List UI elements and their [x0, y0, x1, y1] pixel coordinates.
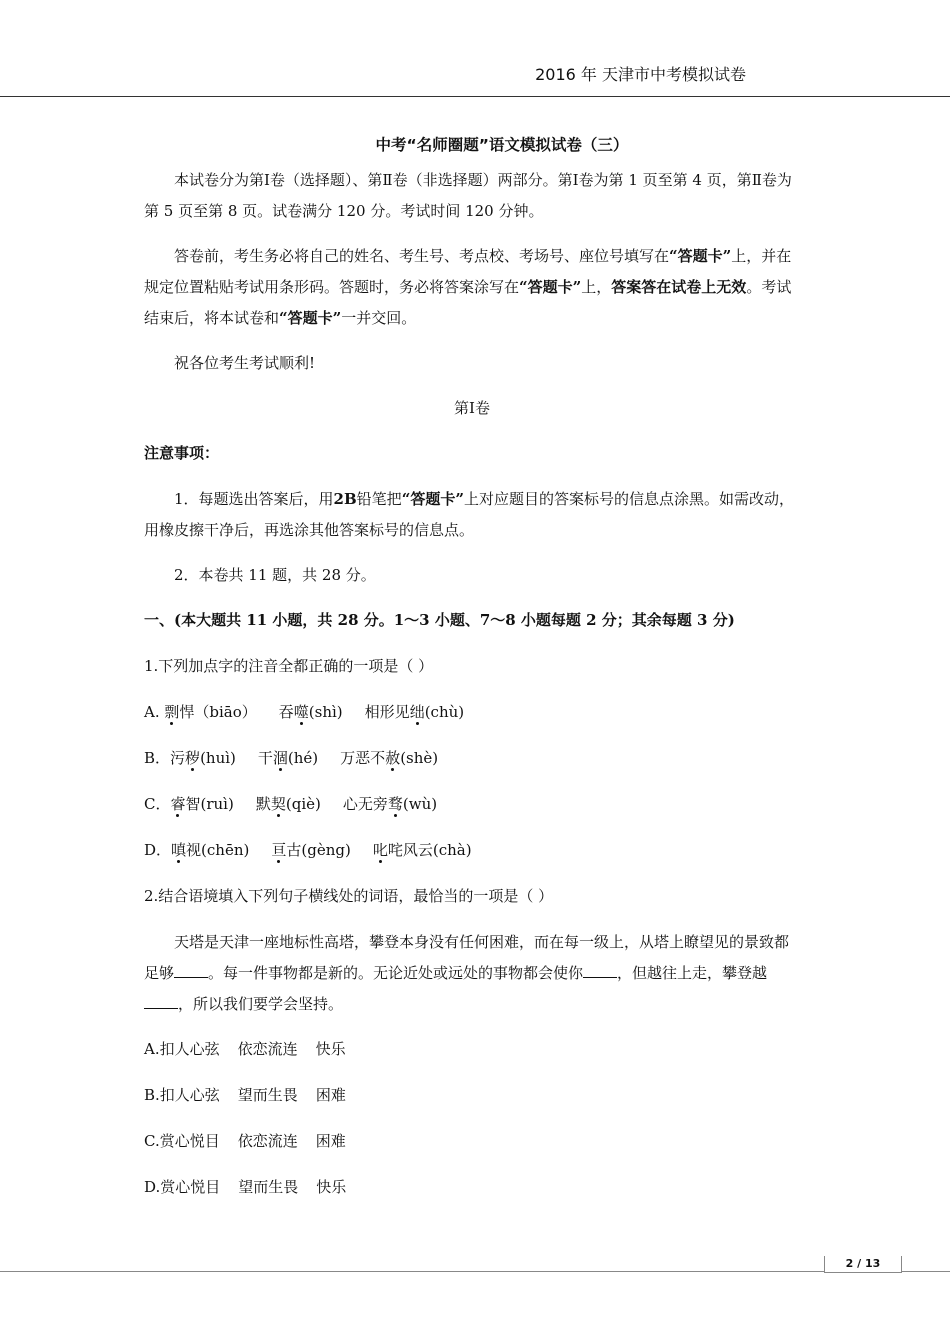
q1-option: [144, 835, 800, 866]
option-text: 智(ruì): [185, 795, 234, 813]
option-text: A.扣人心弦: [144, 1040, 220, 1058]
dotted-char: 嗔: [171, 841, 187, 859]
note-text: 1．每题选出答案后，用: [174, 490, 334, 508]
q1-option: [144, 789, 800, 820]
option-text: 望而生畏: [237, 1086, 298, 1104]
option-text: (wù): [402, 795, 438, 813]
dotted-char: 睿: [170, 795, 186, 813]
header-title: 2016 年 天津市中考模拟试卷: [535, 65, 746, 84]
answer-blank: [144, 992, 178, 1009]
dotted-char: 剽: [164, 703, 180, 721]
option-text: 快乐: [316, 1178, 347, 1196]
option-text: 默: [255, 795, 271, 813]
instructions-paragraph: [144, 241, 800, 334]
option-text: 望而生畏: [238, 1178, 299, 1196]
option-text: 污: [170, 749, 186, 767]
instr-card: “答题卡”: [519, 278, 582, 296]
dotted-char: 骛: [387, 795, 403, 813]
footer-rule: [0, 1271, 950, 1272]
dotted-char: 涸: [272, 749, 288, 767]
q2-option: [144, 1034, 800, 1065]
section-heading: 第Ⅰ卷: [454, 399, 490, 417]
option-label: B．: [144, 749, 171, 767]
note-2: 2．本卷共 11 题，共 28 分。: [174, 566, 376, 584]
dotted-char: 叱: [372, 841, 388, 859]
answer-blank: [174, 961, 208, 978]
option-text: 古(gèng): [286, 841, 351, 859]
notes-title: 注意事项：: [144, 444, 220, 462]
instr-text: 上，并在规定位置粘贴考试用条形码。答题时，务必将答案涂写在: [144, 247, 792, 296]
q1-option: [144, 743, 800, 774]
part-heading: 一、(本大题共 11 小题，共 28 分。1～3 小题、7～8 小题每题 2 分；其余每题 3 分): [144, 611, 735, 629]
question-1: 1.下列加点字的注音全都正确的一项是（ ）: [144, 657, 434, 675]
question-1-options: [144, 697, 800, 866]
answer-blank: [583, 961, 617, 978]
option-text: D.赏心悦目: [144, 1178, 221, 1196]
dotted-char: 噬: [293, 703, 309, 721]
dotted-char: 契: [270, 795, 286, 813]
question-2: 2.结合语境填入下列句子横线处的词语，最恰当的一项是（ ）: [144, 887, 554, 905]
passage-text: ，但越往上走，攀登越: [617, 964, 768, 982]
note-bold: 2B: [333, 490, 357, 508]
document-body: [144, 130, 800, 1218]
option-text: (qiè): [285, 795, 321, 813]
option-text: 相形见: [364, 703, 410, 721]
option-text: 干: [257, 749, 273, 767]
option-text: 吞: [278, 703, 294, 721]
page-number: 2 / 13: [824, 1256, 902, 1273]
passage-text: 天塔是天津一座地标性高塔，攀登本身没有任何困难，而在每一级上，从塔上瞭望见的景致都足够: [144, 933, 790, 982]
q2-option: [144, 1172, 800, 1203]
question-2-passage: [144, 927, 800, 1020]
note-text: 铅笔把: [356, 490, 402, 508]
dotted-char: 秽: [185, 749, 201, 767]
passage-text: ，所以我们要学会坚持。: [178, 995, 344, 1013]
passage-text: 。每一件事物都是新的。无论近处或远处的事物都会使你: [208, 964, 584, 982]
option-text: 困难: [315, 1132, 346, 1150]
option-label: C．: [144, 795, 171, 813]
option-text: 万恶不: [340, 749, 386, 767]
instr-card: “答题卡”: [669, 247, 732, 265]
option-text: (huì): [200, 749, 236, 767]
option-text: 心无旁: [342, 795, 388, 813]
option-text: B.扣人心弦: [144, 1086, 220, 1104]
option-text: C.赏心悦目: [144, 1132, 220, 1150]
instr-card: “答题卡”: [279, 309, 342, 327]
instr-text: 。考试结束后，将本试卷和: [144, 278, 792, 327]
option-text: (chù): [424, 703, 465, 721]
doc-title: 中考“名师圈题”语文模拟试卷（三）: [375, 136, 629, 154]
option-text: 困难: [315, 1086, 346, 1104]
q1-option: [144, 697, 800, 728]
option-text: 视(chēn): [186, 841, 250, 859]
dotted-char: 赦: [385, 749, 401, 767]
instr-bold: 答案答在试卷上无效: [611, 278, 747, 296]
dotted-char: 亘: [271, 841, 287, 859]
option-text: 悍（biāo）: [179, 703, 257, 721]
instr-text: 上，: [581, 278, 612, 296]
q2-option: [144, 1080, 800, 1111]
option-text: 依恋流连: [237, 1040, 298, 1058]
intro-paragraph: 本试卷分为第Ⅰ卷（选择题）、第Ⅱ卷（非选择题）两部分。第Ⅰ卷为第 1 页至第 4 页，第Ⅱ卷为第 5 页至第 8 页。试卷满分 120 分。考试时间 120 分钟。: [144, 171, 792, 220]
instr-text: 一并交回。: [341, 309, 417, 327]
question-2-options: [144, 1034, 800, 1203]
option-text: (hé): [287, 749, 319, 767]
header-rule: [0, 96, 950, 97]
option-label: A.: [144, 703, 165, 721]
wish-line: 祝各位考生考试顺利!: [174, 354, 316, 372]
option-text: (shè): [400, 749, 439, 767]
instr-text: 答卷前，考生务必将自己的姓名、考生号、考点校、考场号、座位号填写在: [174, 247, 670, 265]
option-text: 依恋流连: [237, 1132, 298, 1150]
note-1: [144, 484, 800, 546]
option-label: D．: [144, 841, 172, 859]
note-text: 上对应题目的答案标号的信息点涂黑。如需改动，用橡皮擦干净后，再选涂其他答案标号的信息点。: [144, 490, 794, 539]
option-text: 咤风云(chà): [387, 841, 472, 859]
option-text: 快乐: [315, 1040, 346, 1058]
dotted-char: 绌: [409, 703, 425, 721]
note-bold: “答题卡”: [401, 490, 464, 508]
option-text: (shì): [308, 703, 343, 721]
q2-option: [144, 1126, 800, 1157]
